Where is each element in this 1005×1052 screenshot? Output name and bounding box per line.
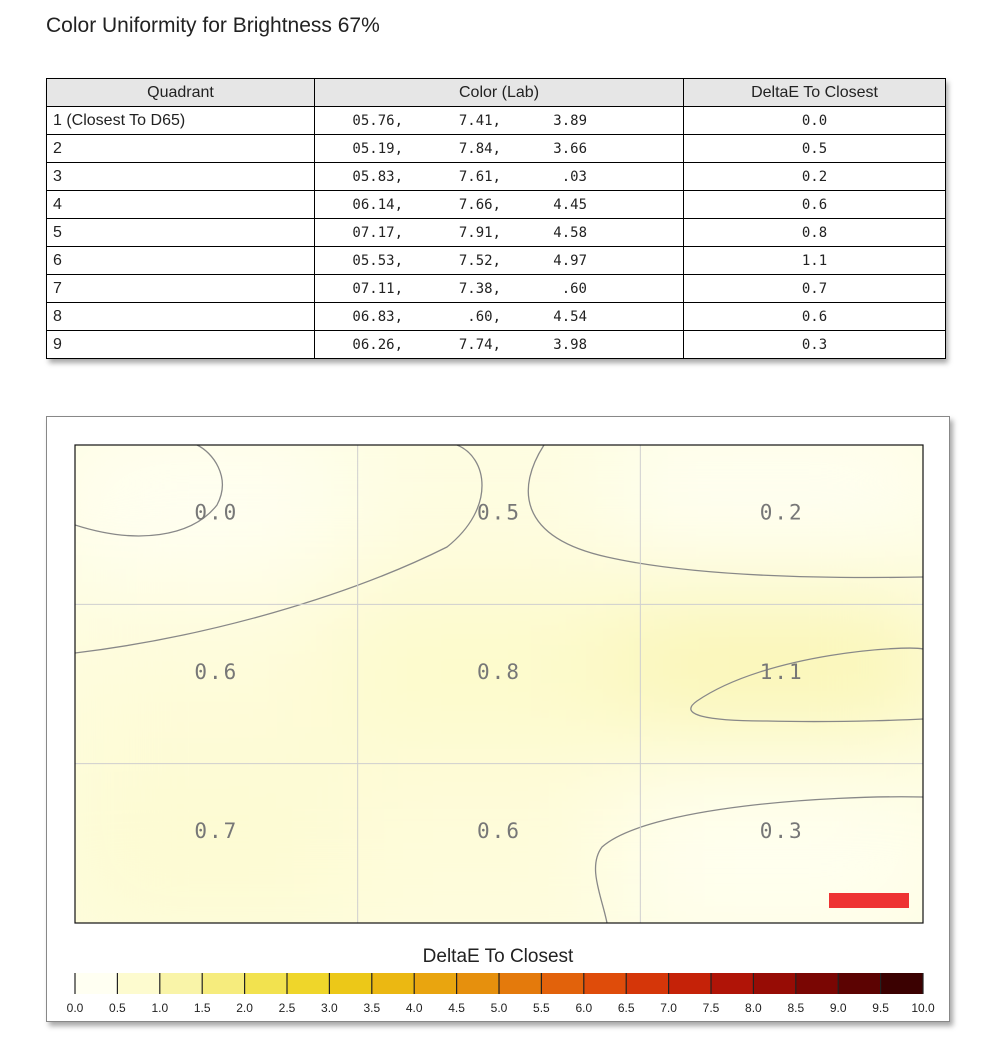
colorbar-tick-label: 2.0: [236, 1001, 253, 1015]
cell-color-lab: [315, 163, 684, 191]
colorbar-tick-label: 7.0: [660, 1001, 677, 1015]
cell-quadrant: 3: [47, 163, 315, 191]
colorbar-title: DeltaE To Closest: [422, 946, 574, 967]
lab-b: 4.54: [553, 308, 587, 325]
lab-b: .03: [561, 168, 587, 185]
lab-b: 4.58: [553, 224, 587, 241]
colorbar-swatch: [117, 973, 160, 994]
table-row: [47, 135, 946, 163]
colorbar-swatch: [711, 973, 754, 994]
colorbar-swatch: [202, 973, 245, 994]
colorbar-tick-label: 3.5: [363, 1001, 381, 1015]
lab-l: 05.83,: [352, 168, 403, 185]
lab-a: 7.84,: [458, 140, 501, 157]
header-color-lab: Color (Lab): [315, 79, 684, 107]
cell-deltae: 0.6: [684, 303, 946, 331]
colorbar-swatch: [626, 973, 669, 994]
cell-value-label: 0.0: [194, 500, 239, 525]
lab-b: .60: [561, 280, 587, 297]
table-row: [47, 275, 946, 303]
plot-area: [55, 425, 943, 943]
table-row: [47, 331, 946, 359]
heatmap-cell: [620, 744, 943, 943]
cell-deltae: 0.5: [684, 135, 946, 163]
table-row: [47, 191, 946, 219]
cell-deltae: 0.2: [684, 163, 946, 191]
colorbar-tick-label: 8.5: [787, 1001, 805, 1015]
colorbar-swatch: [753, 973, 796, 994]
colorbar-swatch: [75, 973, 118, 994]
colorbar-swatch: [669, 973, 712, 994]
cell-deltae: 0.3: [684, 331, 946, 359]
heatmap-chart: [47, 417, 949, 1021]
cell-quadrant: 2: [47, 135, 315, 163]
colorbar-tick-label: 6.5: [617, 1001, 635, 1015]
lab-b: 4.97: [553, 252, 587, 269]
colorbar-swatch: [245, 973, 288, 994]
cell-quadrant: 5: [47, 219, 315, 247]
cell-value-label: 0.5: [477, 500, 521, 525]
colorbar-tick-label: 4.0: [405, 1001, 423, 1015]
cell-value-label: 0.6: [477, 819, 521, 844]
cell-value-label: 0.3: [759, 819, 804, 844]
lab-b: 3.89: [553, 112, 587, 129]
colorbar-tick-label: 3.0: [321, 1001, 338, 1015]
lab-a: 7.61,: [458, 168, 501, 185]
lab-a: .60,: [467, 308, 501, 325]
cell-quadrant: 8: [47, 303, 315, 331]
table-row: [47, 303, 946, 331]
lab-b: 3.66: [553, 140, 587, 157]
lab-b: 3.98: [553, 336, 587, 353]
colorbar-swatch: [541, 973, 584, 994]
lab-l: 07.11,: [352, 280, 403, 297]
cell-color-lab: [315, 219, 684, 247]
lab-a: 7.38,: [458, 280, 501, 297]
colorbar-swatch: [329, 973, 372, 994]
lab-a: 7.74,: [458, 336, 501, 353]
colorbar-swatch: [838, 973, 881, 994]
colorbar-swatch: [499, 973, 542, 994]
heatmap-cell: [55, 744, 378, 943]
colorbar-swatch: [160, 973, 203, 994]
colorbar-tick-label: 10.0: [911, 1001, 935, 1015]
table-row: [47, 107, 946, 135]
colorbar-swatch: [414, 973, 457, 994]
table-header-row: [47, 79, 946, 107]
colorbar-tick-label: 9.5: [872, 1001, 889, 1015]
colorbar-tick-label: 6.0: [575, 1001, 593, 1015]
colorbar-swatch: [584, 973, 627, 994]
colorbar-tick-label: 9.0: [829, 1001, 847, 1015]
cell-color-lab: [315, 247, 684, 275]
lab-l: 07.17,: [352, 224, 403, 241]
page-title: Color Uniformity for Brightness 67%: [46, 14, 380, 37]
colorbar-tick-label: 2.5: [278, 1001, 296, 1015]
cell-value-label: 0.8: [477, 659, 521, 684]
lab-l: 06.83,: [352, 308, 403, 325]
colorbar-tick-label: 1.0: [151, 1001, 169, 1015]
table-row: [47, 219, 946, 247]
table-row: [47, 163, 946, 191]
cell-color-lab: [315, 275, 684, 303]
cell-color-lab: [315, 135, 684, 163]
colorbar-tick-label: 7.5: [702, 1001, 720, 1015]
cell-value-label: 1.1: [759, 659, 804, 684]
heatmap-panel: [46, 416, 950, 1022]
cell-quadrant: 7: [47, 275, 315, 303]
lab-l: 06.26,: [352, 336, 403, 353]
cell-deltae: 0.6: [684, 191, 946, 219]
cell-quadrant: 9: [47, 331, 315, 359]
table-row: [47, 247, 946, 275]
colorbar: [67, 946, 935, 1015]
lab-a: 7.52,: [458, 252, 501, 269]
cell-deltae: 1.1: [684, 247, 946, 275]
cell-color-lab: [315, 331, 684, 359]
cell-color-lab: [315, 191, 684, 219]
cell-quadrant: 4: [47, 191, 315, 219]
cell-color-lab: [315, 107, 684, 135]
lab-l: 05.53,: [352, 252, 403, 269]
lab-b: 4.45: [553, 196, 587, 213]
colorbar-tick-label: 1.5: [193, 1001, 211, 1015]
cell-deltae: 0.7: [684, 275, 946, 303]
colorbar-tick-label: 5.0: [490, 1001, 508, 1015]
lab-a: 7.91,: [458, 224, 501, 241]
lab-l: 05.19,: [352, 140, 403, 157]
colorbar-swatch: [287, 973, 330, 994]
cell-value-label: 0.6: [194, 659, 239, 684]
header-quadrant: Quadrant: [47, 79, 315, 107]
colorbar-tick-label: 5.5: [533, 1001, 550, 1015]
watermark-bar: [829, 893, 909, 908]
cell-value-label: 0.2: [759, 500, 804, 525]
colorbar-swatch: [457, 973, 500, 994]
header-deltae: DeltaE To Closest: [684, 79, 946, 107]
colorbar-tick-label: 4.5: [448, 1001, 465, 1015]
colorbar-tick-label: 0.0: [66, 1001, 84, 1015]
cell-value-label: 0.7: [194, 819, 239, 844]
colorbar-swatch: [796, 973, 839, 994]
cell-quadrant: 1 (Closest To D65): [47, 107, 315, 135]
lab-a: 7.66,: [458, 196, 501, 213]
cell-quadrant: 6: [47, 247, 315, 275]
lab-l: 06.14,: [352, 196, 403, 213]
cell-color-lab: [315, 303, 684, 331]
lab-l: 05.76,: [352, 112, 403, 129]
heatmap-cell: [338, 744, 661, 943]
cell-deltae: 0.8: [684, 219, 946, 247]
colorbar-swatch: [372, 973, 415, 994]
colorbar-swatch: [881, 973, 924, 994]
colorbar-tick-label: 8.0: [745, 1001, 762, 1015]
lab-a: 7.41,: [458, 112, 501, 129]
cell-deltae: 0.0: [684, 107, 946, 135]
uniformity-table: [46, 78, 945, 359]
colorbar-tick-label: 0.5: [109, 1001, 126, 1015]
